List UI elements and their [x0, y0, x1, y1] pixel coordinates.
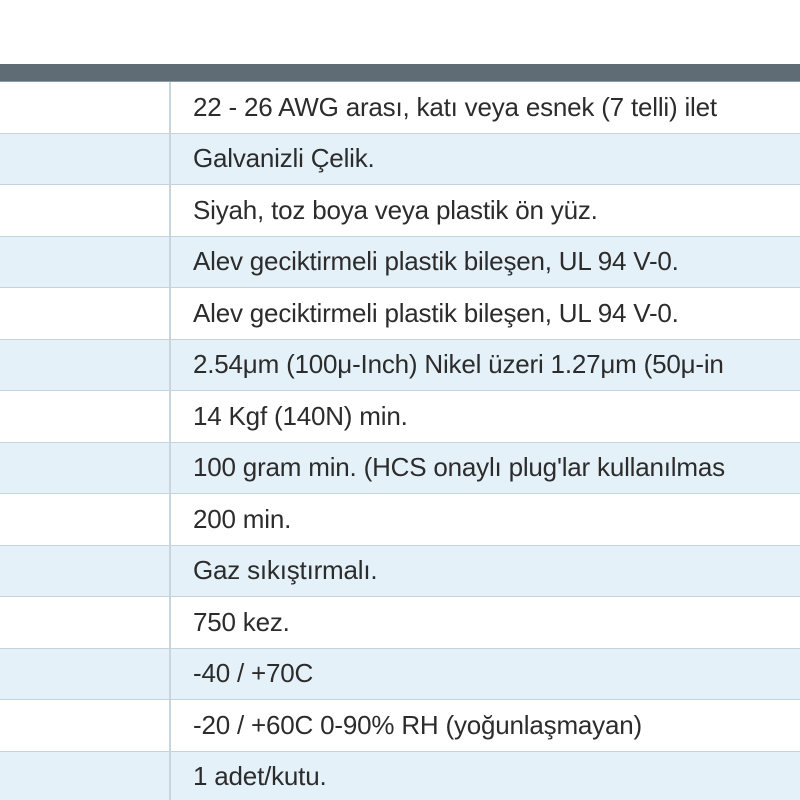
- table-row: [0, 700, 800, 752]
- row-label-cell: [0, 288, 171, 339]
- table-row: [0, 546, 800, 598]
- row-label-cell: [0, 185, 171, 236]
- table-row: [0, 494, 800, 546]
- row-label-cell: [0, 237, 171, 288]
- table-row: [0, 288, 800, 340]
- row-label-cell: [0, 340, 171, 391]
- table-row: [0, 82, 800, 134]
- table-row: [0, 752, 800, 800]
- row-value-cell: 2.54μm (100μ-Inch) Nikel üzeri 1.27μm (50μ-in: [193, 349, 724, 380]
- row-label-cell: [0, 391, 171, 442]
- row-label-cell: [0, 700, 171, 751]
- row-value-cell: Siyah, toz boya veya plastik ön yüz.: [193, 194, 598, 225]
- table-header-bar: [0, 64, 800, 82]
- table-row: [0, 649, 800, 701]
- table-row: [0, 443, 800, 495]
- table-row: [0, 134, 800, 186]
- row-label-cell: [0, 752, 171, 800]
- row-value-cell: 100 gram min. (HCS onaylı plug'lar kullanılmas: [193, 452, 725, 483]
- row-value-cell: Gaz sıkıştırmalı.: [193, 555, 378, 586]
- row-value-cell: -40 / +70C: [193, 658, 314, 689]
- row-value-cell: -20 / +60C 0-90% RH (yoğunlaşmayan): [193, 709, 642, 740]
- row-value-cell: Alev geciktirmeli plastik bileşen, UL 94 V-0.: [193, 246, 679, 277]
- row-label-cell: [0, 443, 171, 494]
- row-value-cell: 200 min.: [193, 503, 292, 534]
- row-value-cell: Galvanizli Çelik.: [193, 143, 375, 174]
- row-label-cell: [0, 546, 171, 597]
- row-value-cell: 1 adet/kutu.: [193, 761, 327, 792]
- table-row: [0, 391, 800, 443]
- row-value-cell: 750 kez.: [193, 606, 290, 637]
- row-value-cell: 22 - 26 AWG arası, katı veya esnek (7 telli) ilet: [193, 91, 717, 122]
- row-value-cell: 14 Kgf (140N) min.: [193, 400, 408, 431]
- spec-table: [0, 82, 800, 800]
- top-whitespace: [0, 0, 800, 64]
- row-label-cell: [0, 82, 171, 133]
- table-row: [0, 340, 800, 392]
- row-label-cell: [0, 649, 171, 700]
- row-label-cell: [0, 494, 171, 545]
- table-row: [0, 237, 800, 289]
- row-label-cell: [0, 134, 171, 185]
- row-label-cell: [0, 597, 171, 648]
- table-row: [0, 185, 800, 237]
- table-row: [0, 597, 800, 649]
- row-value-cell: Alev geciktirmeli plastik bileşen, UL 94 V-0.: [193, 297, 679, 328]
